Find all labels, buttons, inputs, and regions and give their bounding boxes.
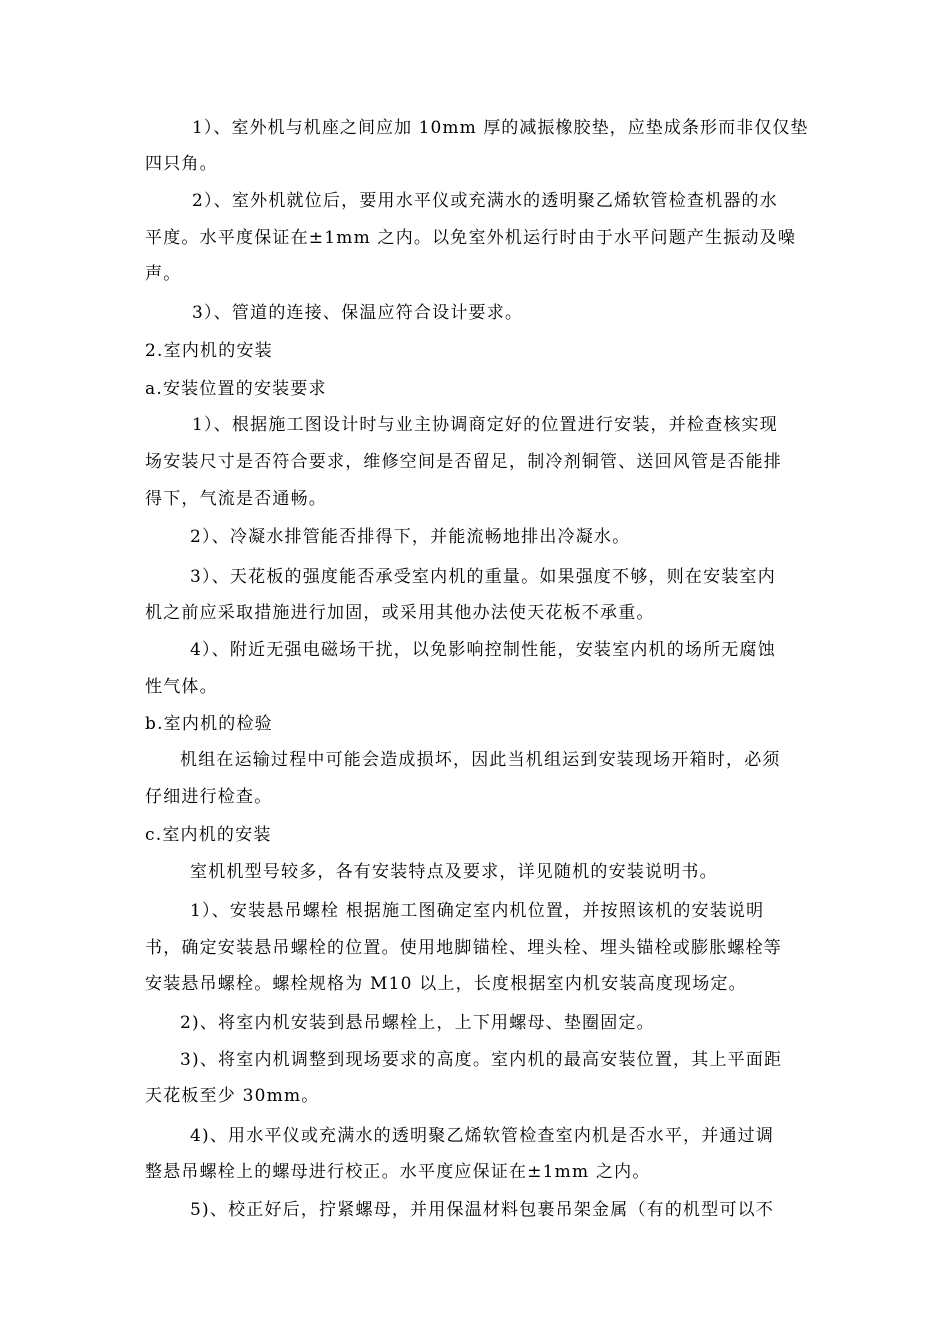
- paragraph-line: 书，确定安装悬吊螺栓的位置。使用地脚锚栓、埋头栓、埋头锚栓或膨胀螺栓等: [145, 938, 782, 958]
- paragraph-line: 平度。水平度保证在±1mm 之内。以免室外机运行时由于水平问题产生振动及噪: [145, 228, 797, 248]
- subsection-heading: a.安装位置的安装要求: [145, 379, 327, 399]
- paragraph-line: 机之前应采取措施进行加固，或采用其他办法使天花板不承重。: [145, 603, 655, 623]
- paragraph-line: 4)、用水平仪或充满水的透明聚乙烯软管检查室内机是否水平，并通过调: [190, 1126, 775, 1146]
- paragraph-line: 室机机型号较多，各有安装特点及要求，详见随机的安装说明书。: [190, 862, 718, 882]
- subsection-heading: b.室内机的检验: [145, 714, 273, 734]
- paragraph-line: 2）、室外机就位后，要用水平仪或充满水的透明聚乙烯软管检查机器的水: [192, 191, 778, 211]
- paragraph-line: 3）、管道的连接、保温应符合设计要求。: [192, 303, 524, 323]
- paragraph-line: 得下，气流是否通畅。: [145, 489, 327, 509]
- paragraph-line: 整悬吊螺栓上的螺母进行校正。水平度应保证在±1mm 之内。: [145, 1162, 651, 1182]
- paragraph-line: 四只角。: [145, 154, 218, 174]
- section-heading: 2.室内机的安装: [145, 341, 273, 361]
- paragraph-line: 天花板至少 30mm。: [145, 1086, 320, 1106]
- paragraph-line: 3)、将室内机调整到现场要求的高度。室内机的最高安装位置，其上平面距: [180, 1050, 783, 1070]
- paragraph-line: 场安装尺寸是否符合要求，维修空间是否留足，制冷剂铜管、送回风管是否能排: [145, 452, 782, 472]
- paragraph-line: 5)、校正好后，拧紧螺母，并用保温材料包裹吊架金属（有的机型可以不: [190, 1200, 775, 1220]
- paragraph-line: 机组在运输过程中可能会造成损坏，因此当机组运到安装现场开箱时，必须: [180, 750, 781, 770]
- paragraph-line: 性气体。: [145, 677, 218, 697]
- paragraph-line: 声。: [145, 264, 182, 284]
- paragraph-line: 2）、冷凝水排管能否排得下，并能流畅地排出冷凝水。: [190, 527, 631, 547]
- paragraph-line: 安装悬吊螺栓。螺栓规格为 M10 以上，长度根据室内机安装高度现场定。: [145, 974, 747, 994]
- paragraph-line: 3）、天花板的强度能否承受室内机的重量。如果强度不够，则在安装室内: [190, 567, 776, 587]
- paragraph-line: 1）、室外机与机座之间应加 10mm 厚的减振橡胶垫，应垫成条形而非仅仅垫: [192, 118, 809, 138]
- paragraph-line: 1）、安装悬吊螺栓 根据施工图确定室内机位置，并按照该机的安装说明: [190, 901, 765, 921]
- paragraph-line: 4）、附近无强电磁场干扰，以免影响控制性能，安装室内机的场所无腐蚀: [190, 640, 776, 660]
- paragraph-line: 2)、将室内机安装到悬吊螺栓上，上下用螺母、垫圈固定。: [180, 1013, 655, 1033]
- paragraph-line: 1）、根据施工图设计时与业主协调商定好的位置进行安装，并检查核实现: [192, 415, 778, 435]
- subsection-heading: c.室内机的安装: [145, 825, 272, 845]
- paragraph-line: 仔细进行检查。: [145, 787, 273, 807]
